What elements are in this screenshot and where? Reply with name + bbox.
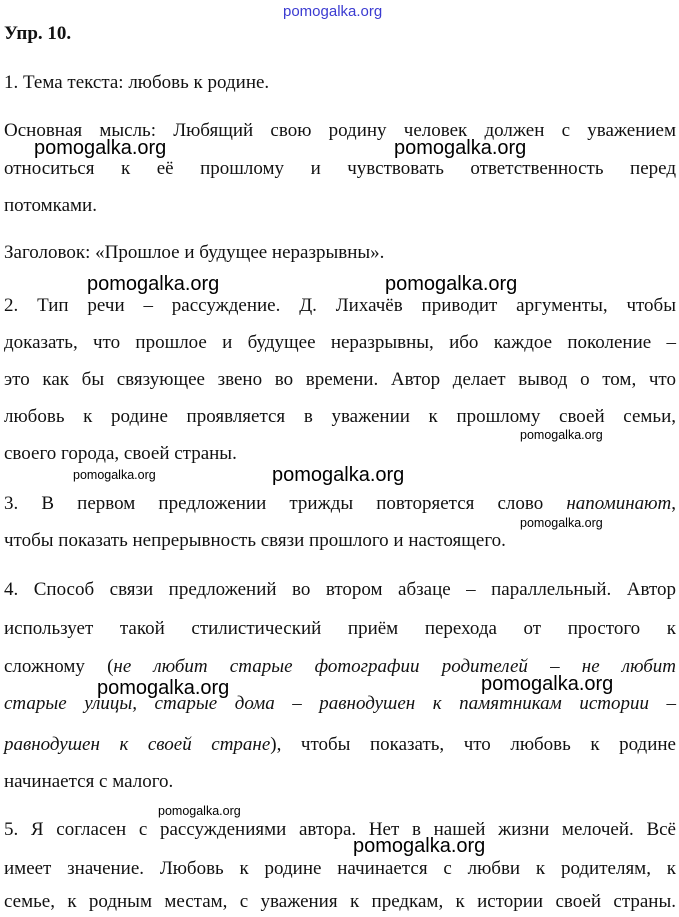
text-line: 4. Способ связи предложений во втором абзаце – параллельный. Автор [4, 579, 676, 600]
text-line [4, 655, 676, 679]
text-fragment: сложному ( [4, 656, 114, 677]
watermark: pomogalka.org [97, 677, 230, 699]
text-line: доказать, что прошлое и будущее неразрывны, ибо каждое поколение – [4, 332, 676, 353]
watermark: pomogalka.org [34, 137, 167, 159]
text-line: использует такой стилистический приём перехода от простого к [4, 618, 676, 639]
watermark: pomogalka.org [158, 804, 241, 818]
text-fragment: 3. В первом предложении трижды повторяется слово [4, 493, 567, 514]
watermark: pomogalka.org [73, 468, 156, 482]
watermark: pomogalka.org [520, 428, 603, 442]
watermark: pomogalka.org [520, 516, 603, 530]
italic-example: не любит старые фотографии родителей – не любит [113, 656, 676, 677]
watermark: pomogalka.org [353, 835, 486, 857]
text-fragment: , [671, 493, 676, 514]
text-line: имеет значение. Любовь к родине начинается с любви к родителям, к [4, 858, 676, 879]
text-line: любовь к родине проявляется в уважении к прошлому своей семьи, [4, 406, 676, 427]
watermark: pomogalka.org [87, 273, 220, 295]
text-line: начинается с малого. [4, 771, 174, 792]
text-line [4, 492, 676, 516]
text-line: 5. Я согласен с рассуждениями автора. Нет в нашей жизни мелочей. Всё [4, 819, 676, 840]
italic-example: равнодушен к своей стране [4, 734, 271, 755]
text-line [4, 733, 676, 757]
text-line: чтобы показать непрерывность связи прошлого и настоящего. [4, 530, 506, 551]
text-fragment: ), чтобы показать, что любовь к родине [270, 734, 676, 755]
watermark: pomogalka.org [385, 273, 518, 295]
watermark-top: pomogalka.org [283, 3, 383, 20]
text-line: семье, к родным местам, с уважения к предкам, к истории своей страны. [4, 891, 676, 912]
italic-example: старые улицы, старые дома – равнодушен к памятникам истории – [4, 693, 676, 714]
text-line: 2. Тип речи – рассуждение. Д. Лихачёв приводит аргументы, чтобы [4, 295, 676, 316]
watermark: pomogalka.org [394, 137, 527, 159]
watermark: pomogalka.org [481, 673, 614, 695]
watermark: pomogalka.org [272, 464, 405, 486]
text-line: Основная мысль: Любящий свою родину человек должен с уважением [4, 120, 676, 141]
text-line: относиться к её прошлому и чувствовать ответственность перед [4, 158, 676, 179]
text-line: 1. Тема текста: любовь к родине. [4, 72, 270, 93]
italic-word: напоминают [566, 493, 672, 514]
text-line: своего города, своей страны. [4, 443, 237, 464]
text-line: потомками. [4, 195, 97, 216]
text-line: это как бы связующее звено во времени. Автор делает вывод о том, что [4, 369, 676, 390]
page-title: Упр. 10. [4, 23, 72, 44]
text-line [4, 692, 676, 716]
text-line: Заголовок: «Прошлое и будущее неразрывны». [4, 242, 385, 263]
